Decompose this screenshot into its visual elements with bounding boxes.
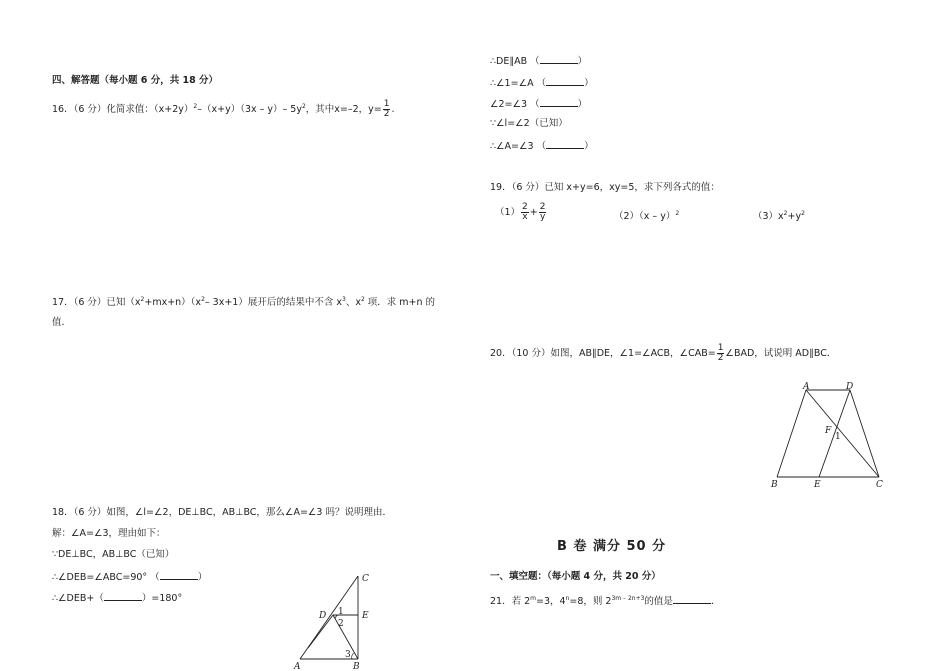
question-19-line1: 19．（6 分）已知 x+y=6，xy=5，求下列各式的值： <box>490 182 720 193</box>
step-line-5 <box>490 140 594 152</box>
q19-frac2-num: 2 <box>539 202 546 212</box>
q20-frac-den: 2 <box>717 353 724 363</box>
step-3-blank[interactable] <box>540 98 578 107</box>
q16-fraction <box>383 100 391 119</box>
step-4-text: ∵∠l=∠2（已知） <box>490 118 568 129</box>
figure-20-diagram <box>766 380 890 490</box>
fig20-label-d: D <box>846 382 854 392</box>
q21-text-e: ． <box>710 596 721 607</box>
q20-text-b: ∠BAD，试说明 AD∥BC． <box>725 348 837 359</box>
q21-sup3: 3m – 2n+3 <box>611 594 645 602</box>
fig20-line-dc <box>850 390 879 477</box>
q19-plus: + <box>529 207 538 218</box>
fig20-label-e: E <box>814 480 821 490</box>
q16-text-b: –（x+y）（3x – y）– 5y <box>197 104 302 115</box>
q19-p3-b: +y <box>787 211 802 223</box>
fig18-label-c: C <box>362 574 369 584</box>
step-2-close: ） <box>584 78 594 89</box>
question-17-line1 <box>52 297 435 308</box>
fig20-label-c: C <box>876 480 883 490</box>
step-line-2 <box>490 77 594 89</box>
q19-frac-2 <box>539 203 547 222</box>
q21-blank[interactable] <box>673 595 711 604</box>
question-21 <box>490 595 720 607</box>
q18-l5-a: ∴∠DEB+（ <box>52 593 104 604</box>
fig18-label-3: 3 <box>345 650 351 660</box>
fig18-label-b: B <box>353 662 360 671</box>
question-18-line1: 18．（6 分）如图，∠l=∠2，DE⊥BC，AB⊥BC，那么∠A=∠3 吗？说明理由． <box>52 507 392 518</box>
q19-p2-sup: 2 <box>675 210 680 217</box>
q19-frac1-num: 2 <box>522 202 528 212</box>
q16-sup-b: 2 <box>301 102 306 110</box>
q19-frac2-den: y <box>539 212 546 222</box>
q17-c: – 3x+1）展开后的结果中不含 x <box>204 297 342 309</box>
step-line-3 <box>490 98 587 110</box>
question-18-line5 <box>52 592 182 604</box>
step-5-text: ∴∠A=∠3 （ <box>490 141 547 152</box>
q20-fraction <box>717 344 725 363</box>
step-2-text: ∴∠1=∠A （ <box>490 78 547 89</box>
question-20 <box>490 344 836 363</box>
question-18-line2: 解：∠A=∠3，理由如下： <box>52 528 166 539</box>
q18-l5-blank[interactable] <box>104 592 142 601</box>
fig20-label-1: 1 <box>835 432 841 442</box>
part-b-title: B 卷 满分 50 分 <box>557 539 667 554</box>
q18-l4-b: ） <box>197 572 208 583</box>
figure-18-diagram <box>288 568 378 671</box>
step-3-close: ） <box>577 99 588 110</box>
q17-sup2: 2 <box>201 296 205 303</box>
q16-frac-den: 2 <box>383 109 390 119</box>
q19-p3-a: （3）x <box>753 211 784 223</box>
q17-a: 17．（6 分）已知（x <box>52 297 141 309</box>
step-line-1 <box>490 55 587 67</box>
step-1-text: ∴DE∥AB （ <box>490 56 540 67</box>
fig18-label-1: 1 <box>338 607 344 617</box>
q19-p2-text: （2）（x – y） <box>614 211 676 223</box>
q17-sup4: 2 <box>360 296 365 303</box>
question-16 <box>52 100 395 119</box>
fig18-label-e: E <box>362 611 369 621</box>
q19-part3 <box>753 211 805 222</box>
fig20-label-a: A <box>803 382 810 392</box>
step-line-4 <box>490 119 568 129</box>
fig20-line-ab <box>777 390 806 477</box>
question-18-line3: ∵DE⊥BC，AB⊥BC（已知） <box>52 549 175 560</box>
q17-b: +mx+n）（x <box>144 297 202 309</box>
q21-text-a: 21．若 2 <box>490 596 531 607</box>
step-1-blank[interactable] <box>540 55 578 64</box>
question-17-line2: 值． <box>52 317 72 328</box>
fig18-label-a: A <box>294 662 301 671</box>
step-2-blank[interactable] <box>546 77 584 86</box>
q21-sup2: n <box>565 594 570 602</box>
step-5-blank[interactable] <box>546 140 584 149</box>
section-title-answers: 四、解答题（每小题 6 分，共 18 分） <box>52 75 219 86</box>
q19-p3-sup1: 2 <box>783 210 788 217</box>
q19-part1 <box>495 203 547 222</box>
fill-in-section-title: 一、填空题：（每小题 4 分，共 20 分） <box>490 571 661 582</box>
q19-p1-label: （1） <box>495 207 521 218</box>
q17-e: 项．求 m+n 的 <box>364 297 436 309</box>
q18-l4-blank[interactable] <box>160 571 198 580</box>
q20-text-a: 20．（10 分）如图，AB∥DE，∠1=∠ACB，∠CAB= <box>490 348 716 359</box>
step-3-text: ∠2=∠3 （ <box>490 99 540 110</box>
q19-frac-1 <box>521 203 529 222</box>
q16-sup-a: 2 <box>193 102 198 110</box>
q21-text-b: =3，4 <box>536 596 566 607</box>
step-5-close: ） <box>584 141 594 152</box>
q21-sup1: m <box>530 594 537 602</box>
q19-p3-sup2: 2 <box>801 210 805 217</box>
q17-sup1: 2 <box>140 296 145 303</box>
fig18-angle-arc-b <box>352 653 354 659</box>
fig18-label-2: 2 <box>338 619 344 629</box>
q21-text-c: =8，则 2 <box>569 596 612 607</box>
q19-frac1-den: x <box>522 212 528 222</box>
q16-frac-num: 1 <box>383 99 390 109</box>
fig18-label-d: D <box>319 611 327 621</box>
question-18-line4 <box>52 571 207 583</box>
fig20-line-ac <box>806 390 879 477</box>
q20-frac-num: 1 <box>717 343 724 353</box>
q17-sup3: 3 <box>341 296 346 303</box>
q17-d: 、x <box>345 297 361 309</box>
q19-part2 <box>614 211 679 222</box>
q18-l5-b: ）=180° <box>141 593 183 604</box>
q21-text-d: 的值是 <box>644 596 673 607</box>
fig20-label-f: F <box>825 426 832 436</box>
q18-l4-a: ∴∠DEB=∠ABC=90° （ <box>52 572 160 583</box>
step-1-close: ） <box>577 56 588 67</box>
q16-end: . <box>391 104 395 115</box>
q16-text-a: 16．（6 分）化简求值：（x+2y） <box>52 104 194 115</box>
q16-text-c: ，其中x=–2，y= <box>305 104 382 115</box>
fig20-label-b: B <box>771 480 778 490</box>
